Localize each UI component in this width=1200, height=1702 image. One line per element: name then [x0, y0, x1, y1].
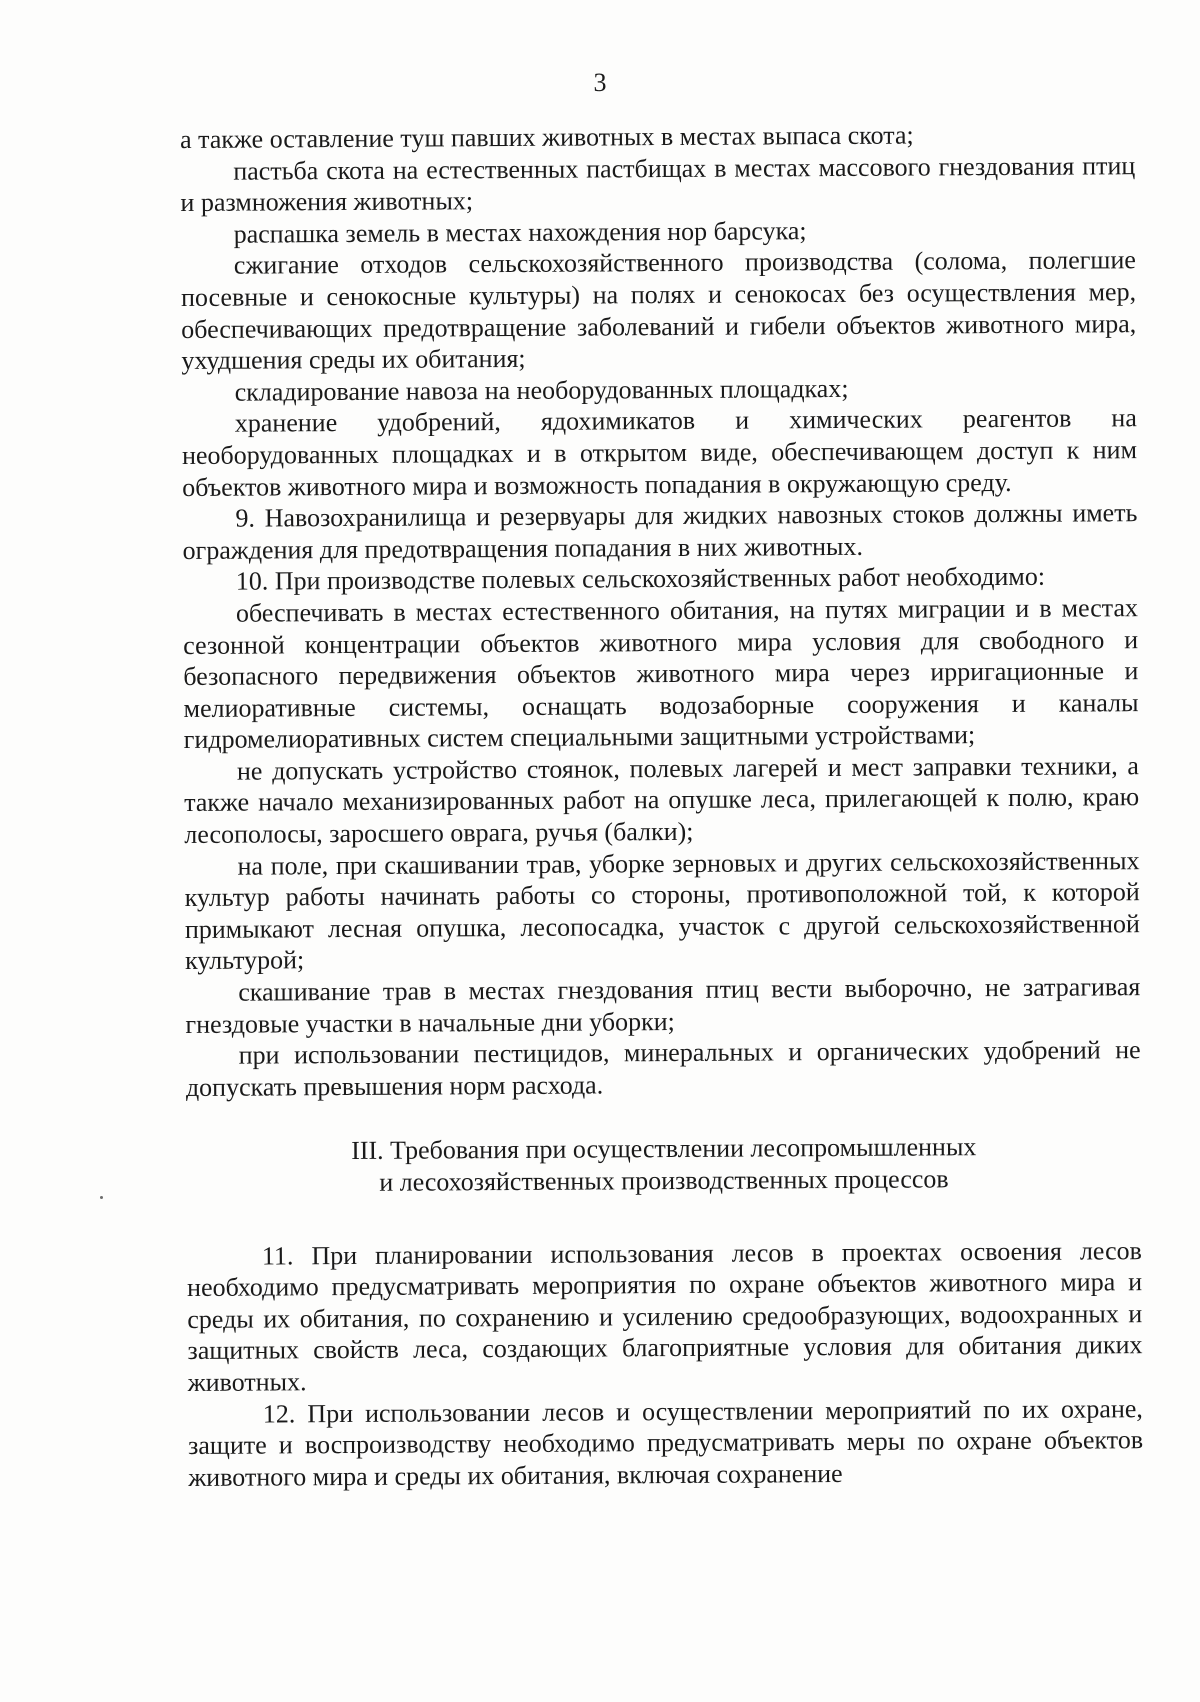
- paragraph: не допускать устройство стоянок, полевых лагерей и мест заправки техники, а также начало механизированных работ на опушке леса, прилегающей к полю, краю лесополосы, заросшего оврага, ручья (балки);: [184, 751, 1140, 850]
- paragraph-item-12: 12. При использовании лесов и осуществлении мероприятий по их охране, защите и воспроизводству необходимо предусматривать меры по охране объектов животного мира и среды их обитания, включая сохранение: [187, 1393, 1144, 1492]
- paragraph-item-10: 10. При производстве полевых сельскохозяйственных работ необходимо:: [235, 562, 1046, 596]
- paragraph: складирование навоза на необорудованных площадках;: [234, 373, 849, 407]
- document-body: [180, 118, 1143, 1493]
- spacer: [187, 1194, 1142, 1241]
- page-number: 3: [593, 68, 607, 97]
- paragraph-item-11: 11. При планировании использования лесов в проектах освоения лесов необходимо предусматривать мероприятия по охране объектов животного мира и среды их обитания, по сохранению и усилению средообразующих, водоохранных и защитных свойств леса, создающих благоприятные условия для обитания диких животных.: [187, 1235, 1143, 1397]
- paragraph: распашка земель в местах нахождения нор барсука;: [233, 215, 807, 249]
- paragraph: скашивание трав в местах гнездования птиц вести выборочно, не затрагивая гнездовые участки в начальные дни уборки;: [185, 972, 1141, 1039]
- paragraph: обеспечивать в местах естественного обитания, на путях миграции и в местах сезонной концентрации объектов животного мира условия для свободного и безопасного передвижения объектов животного мира через ирригационные и мелиоративные системы, оснащать водозаборные сооружения и каналы гидромелиоративных систем специальными защитными устройствами;: [183, 593, 1139, 755]
- paragraph: сжигание отходов сельскохозяйственного производства (солома, полегшие посевные и сенокосные культуры) на полях и сенокосах без осуществления мер, обеспечивающих предотвращение заболеваний и гибели объектов животного мира, ухудшения среды их обитания;: [180, 245, 1137, 376]
- section-heading: [186, 1131, 1141, 1200]
- section-heading-line: и лесохозяйственных производственных процессов: [379, 1164, 949, 1197]
- paragraph: при использовании пестицидов, минеральных и органических удобрений не допускать превышения норм расхода.: [185, 1035, 1141, 1102]
- paragraph-item-9: 9. Навозохранилища и резервуары для жидких навозных стоков должны иметь ограждения для предотвращения попадания в них животных.: [182, 498, 1138, 565]
- paragraph: хранение удобрений, ядохимикатов и химических реагентов на необорудованных площадках и в открытом виде, обеспечивающем доступ к ним объектов животного мира и возможность попадания в окружающую среду.: [181, 403, 1138, 502]
- paragraph: на поле, при скашивании трав, уборке зерновых и других сельскохозяйственных культур работы начинать работы со стороны, противоположной той, к которой примыкают лесная опушка, лесопосадка, участок с другой сельскохозяйственной культурой;: [184, 845, 1140, 976]
- section-heading-line: III. Требования при осуществлении лесопромышленных: [351, 1132, 977, 1166]
- scan-speck: [100, 1196, 103, 1199]
- paragraph: а также оставление туш павших животных в местах выпаса скота;: [180, 120, 914, 154]
- paragraph: пастьба скота на естественных пастбищах в местах массового гнездования птиц и размножения животных;: [180, 150, 1136, 218]
